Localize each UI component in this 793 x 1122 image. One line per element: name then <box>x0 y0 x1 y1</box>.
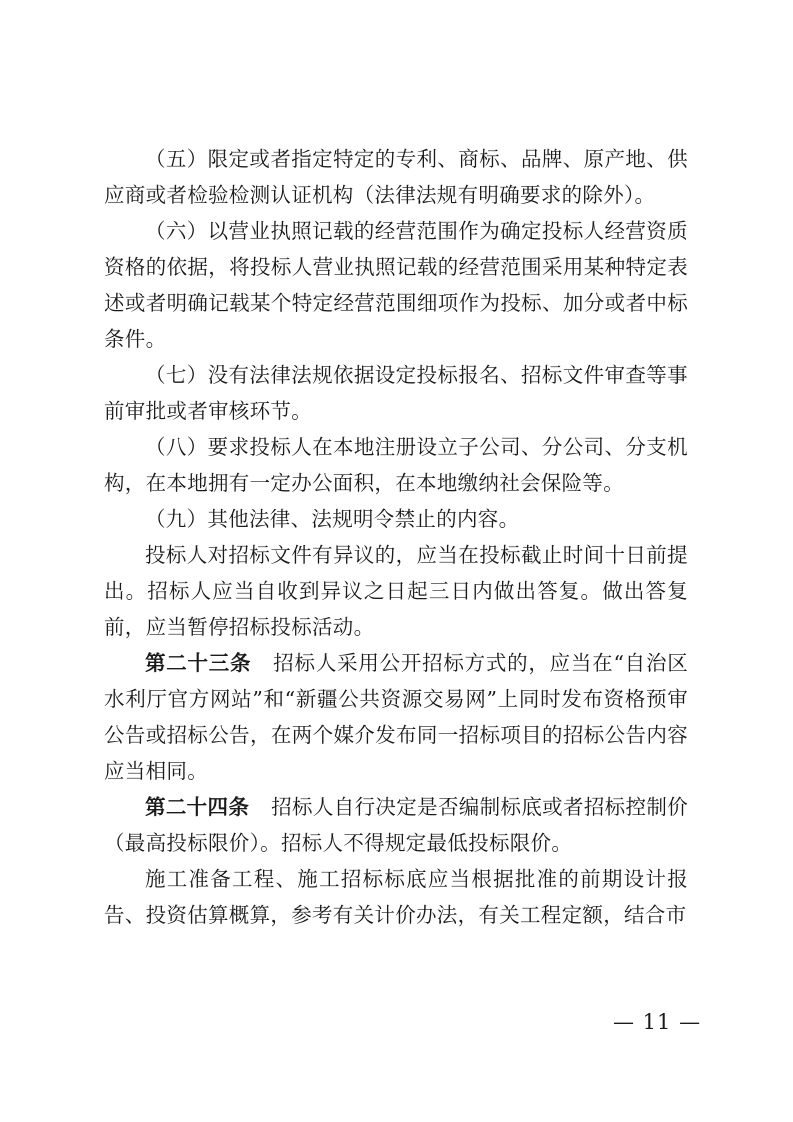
paragraph-item-5: （五）限定或者指定特定的专利、商标、品牌、原产地、供应商或者检验检测认证机构（法律法规有明确要求的除外）。 <box>104 147 688 207</box>
article-23-text: 招标人采用公开招标方式的，应当在“自治区水利厅官方网站”和“新疆公共资源交易网”上同时发布资格预审公告或招标公告，在两个媒介发布同一招标项目的招标公告内容应当相同。 <box>104 651 688 783</box>
paragraph-item-6: （六）以营业执照记载的经营范围作为确定投标人经营资质资格的依据，将投标人营业执照记载的经营范围采用某种特定表述或者明确记载某个特定经营范围细项作为投标、加分或者中标条件。 <box>104 219 688 351</box>
article-24-label: 第二十四条 <box>145 795 250 819</box>
article-24 <box>104 789 688 861</box>
article-23 <box>104 645 688 789</box>
paragraph-item-8: （八）要求投标人在本地注册设立子公司、分公司、分支机构，在本地拥有一定办公面积，在本地缴纳社会保险等。 <box>104 435 688 495</box>
article-24-text: 招标人自行决定是否编制标底或者招标控制价（最高投标限价）。招标人不得规定最低投标限价。 <box>104 795 689 855</box>
page-number: — 11 — <box>613 1010 702 1034</box>
article-23-label: 第二十三条 <box>145 651 252 675</box>
document-body <box>104 141 688 933</box>
paragraph-item-9: （九）其他法律、法规明令禁止的内容。 <box>145 507 520 531</box>
paragraph-objection: 投标人对招标文件有异议的，应当在投标截止时间十日前提出。招标人应当自收到异议之日起三日内做出答复。做出答复前，应当暂停招标投标活动。 <box>104 543 688 639</box>
paragraph-closing: 施工准备工程、施工招标标底应当根据批准的前期设计报告、投资估算概算，参考有关计价办法，有关工程定额，结合市 <box>104 867 688 927</box>
paragraph-item-7: （七）没有法律法规依据设定投标报名、招标文件审查等事前审批或者审核环节。 <box>104 363 688 423</box>
